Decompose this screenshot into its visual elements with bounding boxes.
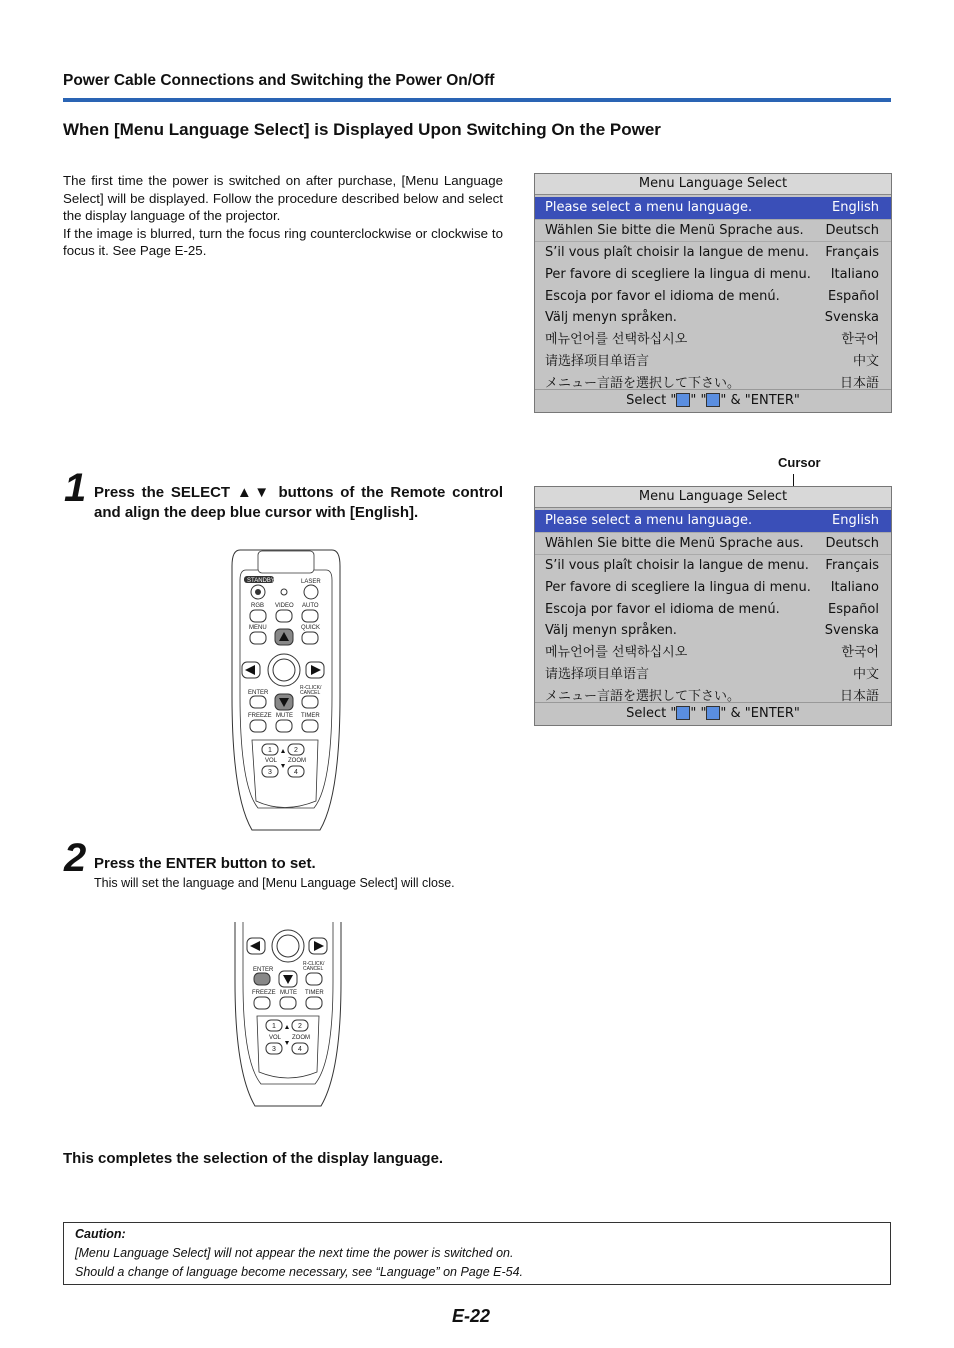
enter-button-highlighted[interactable] (254, 973, 270, 985)
rgb-button[interactable] (250, 610, 266, 622)
remote-label-enter: ENTER (253, 967, 274, 973)
menu-row-deutsch[interactable] (535, 533, 891, 556)
footer-text: " & "ENTER" (720, 393, 800, 408)
caution-line-2: Should a change of language become necessary, see “Language” on Page E-54. (75, 1265, 524, 1279)
menu-row-text: Wählen Sie bitte die Menü Sprache aus. (545, 535, 804, 551)
caution-title: Caution: (75, 1227, 126, 1241)
menu-row-lang: Deutsch (825, 222, 879, 238)
menu-row-lang: English (832, 513, 879, 528)
menu-row-svenska[interactable] (535, 620, 891, 642)
menu-row-text: Wählen Sie bitte die Menü Sprache aus. (545, 222, 804, 238)
menu-row-text: 请选择项目单语言 (545, 353, 650, 369)
step-number-1: 1 (64, 466, 87, 510)
timer-button[interactable] (306, 997, 322, 1009)
menu-title: Menu Language Select (535, 487, 891, 508)
menu-row-korean[interactable] (535, 642, 891, 664)
indicator-lamp (281, 589, 287, 595)
key-label-4: 4 (298, 1046, 302, 1053)
menu-row-chinese[interactable] (535, 664, 891, 686)
menu-row-lang: Español (827, 601, 879, 617)
menu-row-english[interactable] (535, 197, 891, 220)
menu-row-espanol[interactable] (535, 286, 891, 308)
key-label-2: 2 (298, 1023, 302, 1030)
menu-footer (535, 702, 891, 725)
remote-label-enter: ENTER (248, 690, 269, 696)
menu-row-text: Per favore di scegliere la lingua di menu. (545, 580, 811, 596)
caution-box (63, 1222, 891, 1285)
menu-row-text: メニュー言語を選択して下さい。 (545, 375, 741, 391)
menu-row-text: メニュー言語を選択して下さい。 (545, 688, 741, 704)
mute-button[interactable] (276, 720, 292, 732)
freeze-button[interactable] (254, 997, 270, 1009)
quick-button[interactable] (302, 632, 318, 644)
menu-row-italiano[interactable] (535, 264, 891, 286)
menu-row-text: Escoja por favor el idioma de menú. (545, 601, 780, 617)
remote-label-rclick: R-CLICK/ (303, 961, 325, 967)
remote-label-cancel: CANCEL (303, 966, 324, 972)
rclick-cancel-button[interactable] (306, 973, 322, 985)
menu-row-english[interactable] (535, 510, 891, 533)
key-label-1: 1 (268, 747, 272, 754)
key-label-3: 3 (272, 1046, 276, 1053)
auto-button[interactable] (302, 610, 318, 622)
menu-row-lang: Deutsch (825, 535, 879, 551)
menu-row-svenska[interactable] (535, 307, 891, 329)
freeze-button[interactable] (250, 720, 266, 732)
rclick-cancel-button[interactable] (302, 696, 318, 708)
remote-label-timer: TIMER (301, 713, 320, 719)
remote-control-partial (231, 922, 345, 1108)
page-heading: When [Menu Language Select] is Displayed Upon Switching On the Power (63, 120, 661, 139)
remote-label-video: VIDEO (275, 603, 294, 609)
menu-footer (535, 389, 891, 412)
step-2-text: Press the ENTER button to set. (94, 855, 316, 872)
menu-row-text: Escoja por favor el idioma de menú. (545, 288, 780, 304)
menu-row-text: Per favore di scegliere la lingua di menu. (545, 267, 811, 283)
menu-row-francais[interactable] (535, 555, 891, 577)
step-2-subtext: This will set the language and [Menu Language Select] will close. (94, 876, 455, 890)
menu-row-lang: Français (825, 558, 879, 574)
intro-paragraph-1: The first time the power is switched on after purchase, [Menu Language Select] will be displayed. Follow the procedure described below and select the display language of the projector. (63, 173, 503, 223)
menu-row-text: Please select a menu language. (545, 513, 753, 528)
step-1-text: Press the SELECT ▲▼ buttons of the Remote control and align the deep blue cursor with [English]. (94, 484, 503, 521)
laser-button[interactable] (304, 585, 318, 599)
menu-row-text: Välj menyn språken. (545, 623, 677, 639)
remote-label-standby: STANDBY (247, 578, 275, 584)
remote-control-full (228, 546, 344, 832)
remote-label-menu: MENU (249, 625, 267, 631)
remote-label-zoom: ZOOM (288, 758, 306, 764)
remote-label-laser: LASER (301, 579, 321, 585)
menu-row-lang: Italiano (830, 580, 879, 596)
menu-row-francais[interactable] (535, 242, 891, 264)
menu-row-chinese[interactable] (535, 351, 891, 373)
menu-row-lang: Français (825, 245, 879, 261)
footer-text: " " (690, 706, 707, 721)
menu-row-lang: 한국어 (841, 332, 879, 348)
menu-row-italiano[interactable] (535, 577, 891, 599)
menu-row-lang: English (832, 200, 879, 215)
remote-label-quick: QUICK (301, 625, 321, 631)
menu-row-text: 请选择项目单语言 (545, 666, 650, 682)
menu-row-lang: Italiano (830, 267, 879, 283)
menu-row-lang: Svenska (824, 623, 879, 639)
remote-label-zoom: ZOOM (292, 1035, 310, 1041)
footer-text: " & "ENTER" (720, 706, 800, 721)
remote-label-vol: VOL (265, 758, 278, 764)
remote-label-mute: MUTE (280, 990, 297, 996)
menu-row-lang: 中文 (852, 666, 879, 682)
remote-label-rgb: RGB (251, 603, 265, 609)
menu-row-espanol[interactable] (535, 599, 891, 621)
step-number-2: 2 (64, 836, 87, 880)
intro-paragraph-2: If the image is blurred, turn the focus ring counterclockwise or clockwise to focus it. See Page E-25. (63, 225, 503, 258)
menu-row-text: Välj menyn språken. (545, 310, 677, 326)
key-label-2: 2 (294, 747, 298, 754)
menu-row-text: Please select a menu language. (545, 200, 753, 215)
up-arrow-icon (676, 393, 690, 407)
menu-row-lang: 日本語 (839, 375, 879, 391)
down-arrow-icon (706, 393, 720, 407)
down-arrow-icon (706, 706, 720, 720)
menu-row-text: S’il vous plaît choisir la langue de menu. (545, 245, 809, 261)
up-arrow-icon (676, 706, 690, 720)
menu-row-text: S’il vous plaît choisir la langue de menu. (545, 558, 809, 574)
completion-text: This completes the selection of the display language. (63, 1150, 444, 1167)
remote-label-timer: TIMER (305, 990, 324, 996)
remote-label-rclick: R-CLICK/ (300, 685, 322, 691)
video-button[interactable] (276, 610, 292, 622)
menu-row-korean[interactable] (535, 329, 891, 351)
remote-label-freeze: FREEZE (248, 713, 272, 719)
menu-language-screen (534, 173, 892, 413)
footer-text: Select " (626, 706, 677, 721)
menu-row-lang: 中文 (852, 353, 879, 369)
menu-language-screen-cursor (534, 486, 892, 726)
mute-button[interactable] (280, 997, 296, 1009)
key-label-4: 4 (294, 769, 298, 776)
remote-label-cancel: CANCEL (300, 690, 321, 696)
remote-label-auto: AUTO (302, 603, 319, 609)
menu-row-lang: 日本語 (839, 688, 879, 704)
page-number: E-22 (452, 1306, 491, 1326)
caution-line-1: [Menu Language Select] will not appear the next time the power is switched on. (75, 1246, 514, 1260)
intro-text (63, 172, 503, 260)
key-label-3: 3 (268, 769, 272, 776)
menu-title: Menu Language Select (535, 174, 891, 195)
remote-label-mute: MUTE (276, 713, 293, 719)
timer-button[interactable] (302, 720, 318, 732)
menu-row-lang: Español (827, 288, 879, 304)
section-header: Power Cable Connections and Switching the Power On/Off (63, 72, 891, 102)
menu-row-text: 메뉴언어를 선택하십시오 (545, 645, 688, 661)
key-label-1: 1 (272, 1023, 276, 1030)
menu-row-lang: Svenska (824, 310, 879, 326)
footer-text: Select " (626, 393, 677, 408)
menu-row-text: 메뉴언어를 선택하십시오 (545, 332, 688, 348)
footer-text: " " (690, 393, 707, 408)
remote-label-freeze: FREEZE (252, 990, 276, 996)
remote-label-vol: VOL (269, 1035, 282, 1041)
menu-row-lang: 한국어 (841, 645, 879, 661)
cursor-label: Cursor (778, 455, 821, 470)
menu-button[interactable] (250, 632, 266, 644)
menu-row-deutsch[interactable] (535, 220, 891, 243)
enter-button[interactable] (250, 696, 266, 708)
